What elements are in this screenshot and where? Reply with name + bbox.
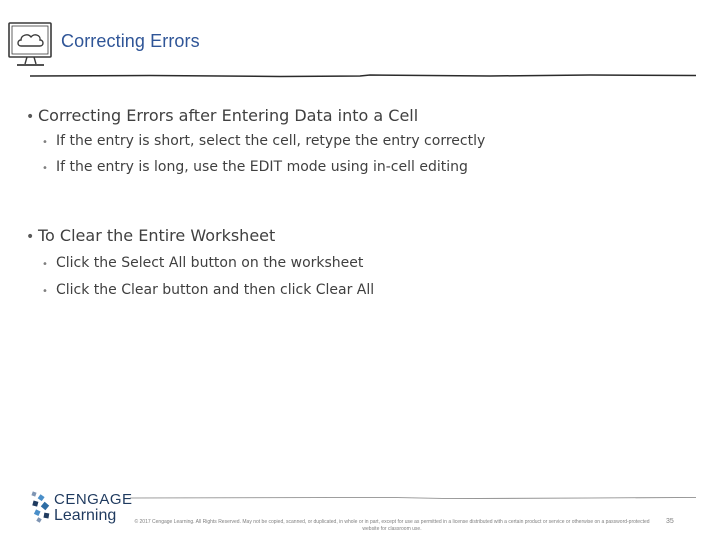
sub-bullet-text: If the entry is short, select the cell, retype the entry correctly	[56, 133, 486, 149]
sub-bullet-item	[42, 133, 485, 149]
bullet-text: Correcting Errors after Entering Data into a Cell	[38, 106, 419, 125]
sub-bullet-marker: •	[42, 286, 48, 297]
slide-title: Correcting Errors	[61, 31, 200, 51]
sub-bullet-item	[42, 255, 363, 271]
sub-bullet-text: Click the Clear button and then click Clear All	[56, 282, 375, 298]
bullet-text: To Clear the Entire Worksheet	[38, 226, 276, 245]
sub-bullet-text: Click the Select All button on the worksheet	[56, 255, 364, 271]
logo-text-top: CENGAGE	[54, 491, 133, 508]
sub-bullet-marker: •	[42, 259, 48, 270]
sub-bullet-item	[42, 159, 468, 175]
title-underline	[30, 70, 696, 80]
sub-bullet-marker: •	[42, 137, 48, 148]
cloud-monitor-icon	[7, 19, 55, 71]
sub-bullet-text: If the entry is long, use the EDIT mode using in-cell editing	[56, 159, 468, 175]
logo-text-bottom: Learning	[54, 507, 117, 524]
sub-bullet-marker: •	[42, 163, 48, 174]
page-number: 35	[666, 518, 674, 525]
bullet-item	[26, 106, 418, 125]
bullet-marker: •	[26, 229, 35, 245]
bullet-item	[26, 226, 275, 245]
copyright-notice: © 2017 Cengage Learning. All Rights Reserved. May not be copied, scanned, or duplicated, in whole or in part, except for use as permitted in a license distributed with a certain product or service or otherwise on a password-protected website for classroom use.	[134, 519, 650, 532]
sub-bullet-item	[42, 282, 374, 298]
bullet-marker: •	[26, 109, 35, 125]
